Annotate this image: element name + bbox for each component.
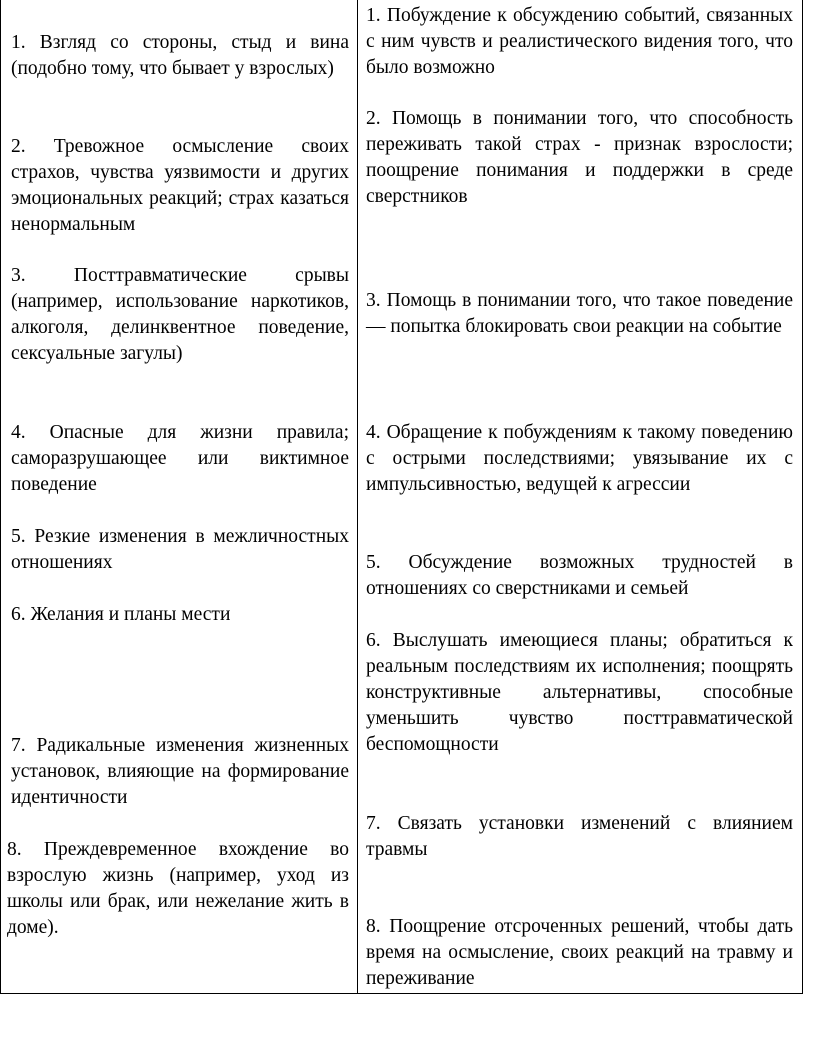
left-item-2: 2. Тревожное осмысление своих страхов, чувства уязвимости и других эмоциональных реакций; страх казаться ненормальным (11, 136, 349, 235)
right-item-1: 1. Побуждение к обсуждению событий, связанных с ним чувств и реалистического видения того, что было возможно (366, 5, 793, 78)
left-item-8: 8. Преждевременное вхождение во взрослую жизнь (например, уход из школы или брак, или нежелание жить в доме). (7, 839, 349, 938)
right-item-4: 4. Обращение к побуждениям к такому поведению с острыми последствиями; увязывание их с импульсивностью, ведущей к агрессии (366, 422, 793, 495)
right-item-2: 2. Помощь в понимании того, что способность переживать такой страх - признак взрослости; поощрение понимания и поддержки в среде сверстников (366, 108, 793, 207)
right-item-8: 8. Поощрение отсроченных решений, чтобы дать время на осмысление, своих реакций на травму и переживание (366, 916, 793, 989)
left-item-4: 4. Опасные для жизни правила; саморазрушающее или виктимное поведение (11, 422, 349, 495)
right-column-cell (358, 0, 804, 994)
right-item-3: 3. Помощь в понимании того, что такое поведение — попытка блокировать свои реакции на событие (366, 290, 793, 337)
right-item-7: 7. Связать установки изменений с влиянием травмы (366, 813, 793, 860)
right-item-6: 6. Выслушать имеющиеся планы; обратиться к реальным последствиям их исполнения; поощрять конструктивные альтернативы, способные уменьшить чувство посттравматической беспомощности (366, 630, 793, 755)
left-item-1: 1. Взгляд со стороны, стыд и вина (подобно тому, что бывает у взрослых) (11, 32, 349, 79)
left-item-5: 5. Резкие изменения в межличностных отношениях (11, 526, 349, 573)
left-item-7: 7. Радикальные изменения жизненных установок, влияющие на формирование идентичности (11, 735, 349, 808)
left-item-3: 3. Посттравматические срывы (например, использование наркотиков, алкоголя, делинквентное поведение, сексуальные загулы) (11, 265, 349, 364)
left-item-6: 6. Желания и планы мести (11, 604, 231, 625)
right-item-5: 5. Обсуждение возможных трудностей в отношениях со сверстниками и семьей (366, 552, 793, 599)
left-column-cell (1, 0, 357, 994)
